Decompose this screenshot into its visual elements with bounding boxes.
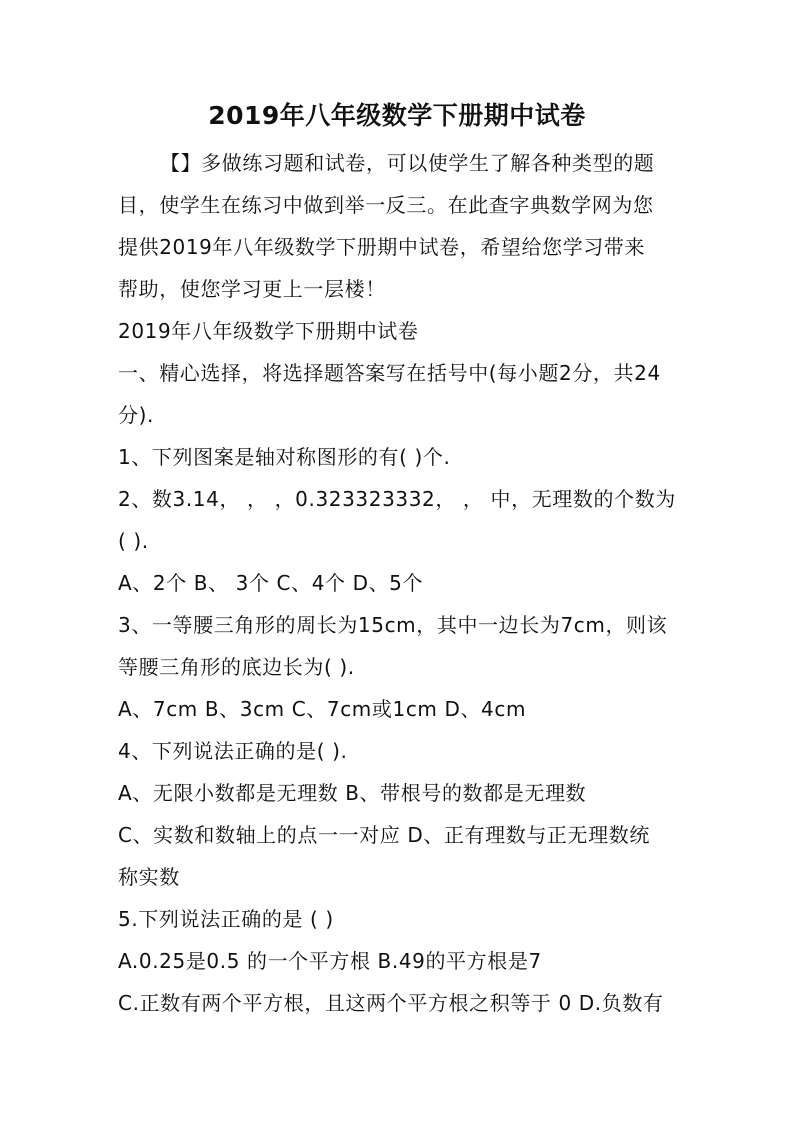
question-4-options-ab: A、无限小数都是无理数 B、带根号的数都是无理数 xyxy=(118,781,587,805)
part-one-instruction: 一、精心选择，将选择题答案写在括号中(每小题2分，共24 xyxy=(118,361,661,385)
question-5-options-cd: C.正数有两个平方根，且这两个平方根之积等于 0 D.负数有 xyxy=(118,991,664,1015)
question-4: 4、下列说法正确的是( ). xyxy=(118,739,348,763)
question-3-cont: 等腰三角形的底边长为( ). xyxy=(118,655,355,679)
question-5-options-ab: A.0.25是0.5 的一个平方根 B.49的平方根是7 xyxy=(118,949,542,973)
question-3-options: A、7cm B、3cm C、7cm或1cm D、4cm xyxy=(118,697,527,721)
question-2: 2、数3.14， ， ，0.323323332， ， 中，无理数的个数为 xyxy=(118,487,676,511)
question-4-options-cd-cont: 称实数 xyxy=(118,865,180,889)
question-2-cont: ( ). xyxy=(118,529,149,553)
intro-line-2: 目，使学生在练习中做到举一反三。在此查字典数学网为您 xyxy=(118,193,654,217)
question-3: 3、一等腰三角形的周长为15cm，其中一边长为7cm，则该 xyxy=(118,613,668,637)
intro-line-3: 提供2019年八年级数学下册期中试卷，希望给您学习带来 xyxy=(118,235,646,259)
document-body xyxy=(118,142,683,1024)
intro-line-4: 帮助，使您学习更上一层楼！ xyxy=(118,277,386,301)
document-title: 2019年八年级数学下册期中试卷 xyxy=(208,101,586,130)
section-heading: 2019年八年级数学下册期中试卷 xyxy=(118,319,419,343)
question-5: 5.下列说法正确的是 ( ) xyxy=(118,907,334,931)
question-1: 1、下列图案是轴对称图形的有( )个. xyxy=(118,445,451,469)
part-one-instruction-cont: 分). xyxy=(118,403,154,427)
intro-line-1: 【】多做练习题和试卷，可以使学生了解各种类型的题 xyxy=(160,151,655,175)
question-2-options: A、2个 B、 3个 C、4个 D、5个 xyxy=(118,571,424,595)
question-4-options-cd: C、实数和数轴上的点一一对应 D、正有理数与正无理数统 xyxy=(118,823,650,847)
